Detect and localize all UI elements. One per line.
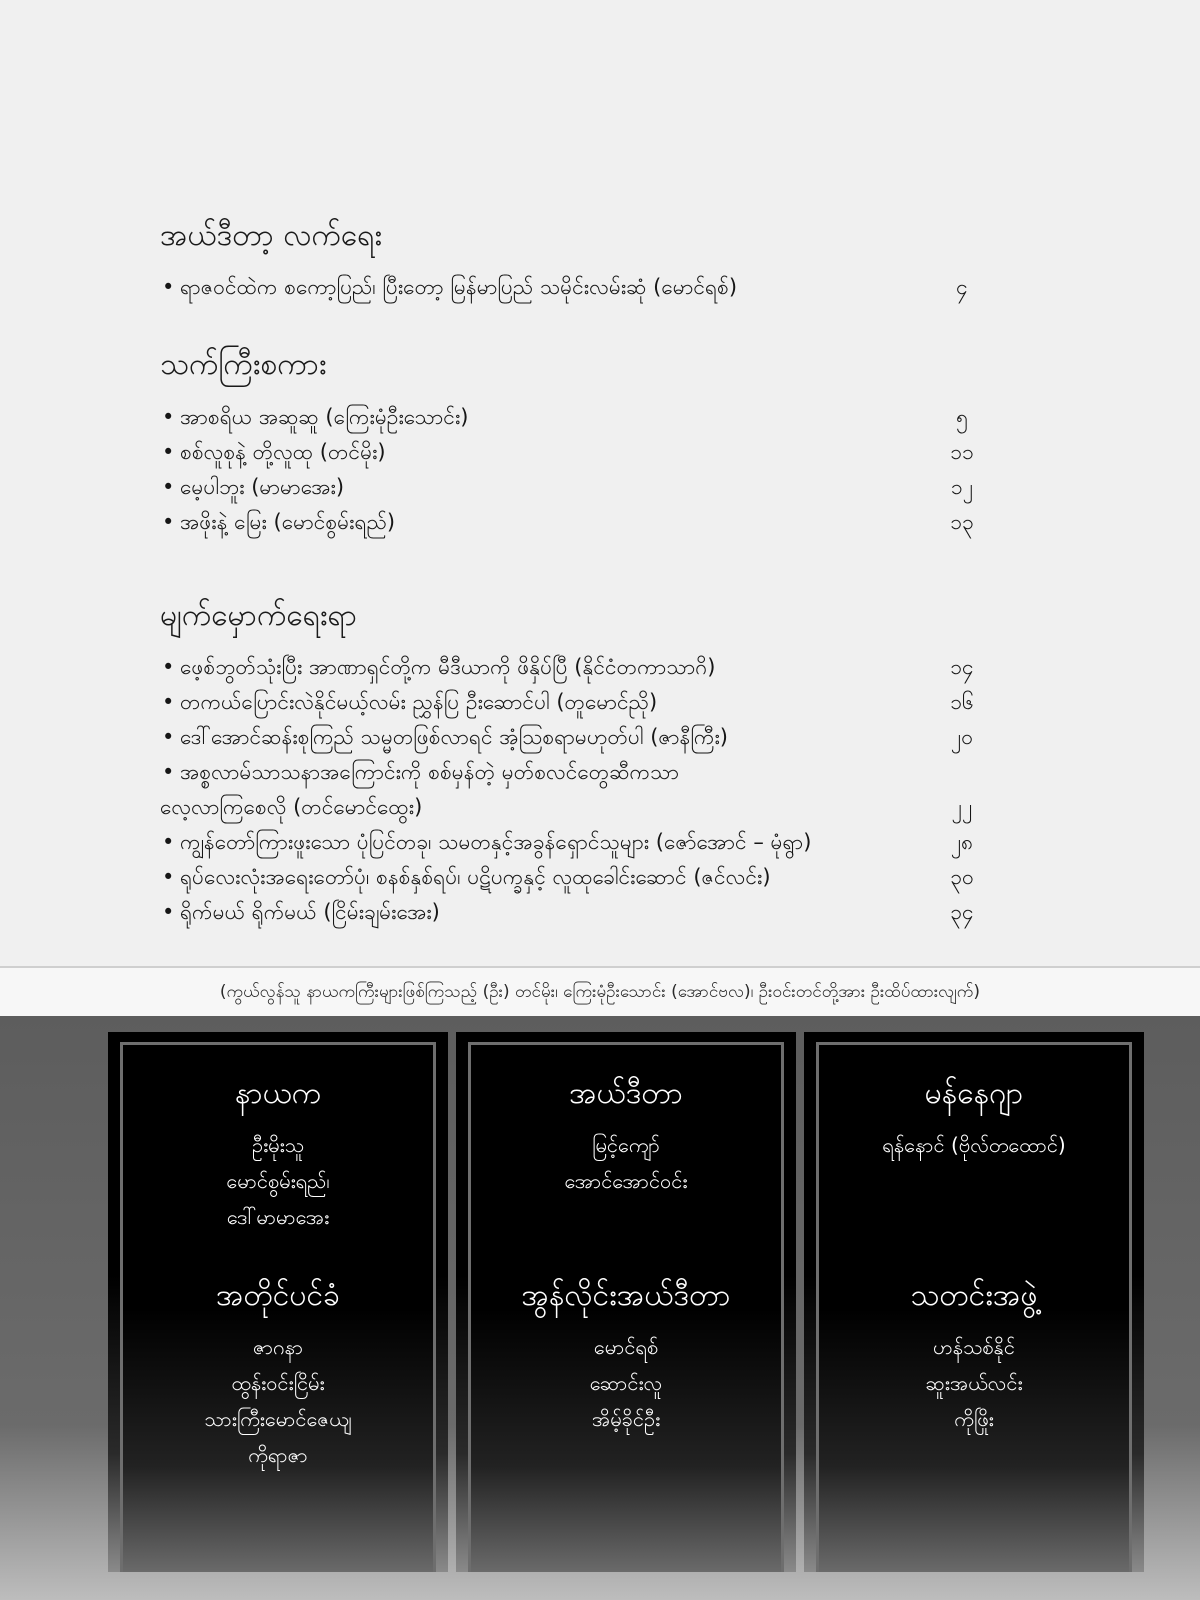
- credit-name: ဇာဂနာ: [252, 1335, 304, 1359]
- credit-name: ဟန်သစ်နိုင်: [933, 1335, 1015, 1359]
- bullet: •: [162, 760, 175, 784]
- toc-item-title: အစ္စလာမ်သာသနာအကြောင်းကို စစ်မှန်တဲ့ မှတ်စလင်တွေဆီကသာ: [180, 760, 679, 784]
- toc-item-title: အာစရိယ အဆူဆူ (ကြေးမုံဦးသောင်း): [180, 405, 469, 429]
- credit-group: [819, 1275, 1129, 1437]
- panel-frame: [816, 1042, 1132, 1572]
- toc-item-page: ၁၃: [950, 510, 974, 534]
- toc-item: [162, 825, 992, 859]
- credits-panel: [108, 1032, 448, 1572]
- toc-item: [162, 895, 992, 929]
- toc-item-title: ဒေါ်အောင်ဆန်းစုကြည် သမ္မတဖြစ်လာရင် အံ့သြစရာမဟုတ်ပါ (ဇာနီကြီး): [180, 725, 728, 749]
- credit-role: မန်နေဂျာ: [924, 1076, 1024, 1111]
- bullet: •: [162, 690, 175, 714]
- toc-item: [162, 720, 992, 754]
- credit-group: [123, 1073, 433, 1235]
- toc-item-title-continued: လေ့လာကြစေလို (တင်မောင်ထွေး): [160, 795, 423, 819]
- credit-name: အိမ့်ခိုင်ဦး: [591, 1407, 661, 1431]
- toc-item: [162, 435, 992, 469]
- toc-item: [162, 755, 992, 789]
- credit-name: မောင်စွမ်းရည်၊: [226, 1169, 330, 1193]
- credit-name: ကိုရာဇာ: [248, 1443, 308, 1467]
- toc-item: [162, 685, 992, 719]
- bullet: •: [162, 405, 175, 429]
- credit-group: [819, 1073, 1129, 1163]
- toc-item: [162, 400, 992, 434]
- credit-name: သားကြီးမောင်ဇေယျ: [204, 1407, 352, 1431]
- bullet: •: [162, 440, 175, 464]
- credit-name: ကိုဖြိုး: [954, 1407, 994, 1431]
- bullet: •: [162, 900, 175, 924]
- toc-item-title: မေ့ပါဘူး (မာမာအေး): [180, 475, 345, 499]
- credits-panel: [456, 1032, 796, 1572]
- credit-name: မောင်ရစ်: [593, 1335, 659, 1359]
- credit-name: ဆူးအယ်လင်း: [925, 1371, 1023, 1395]
- credit-role: အွန်လိုင်းအယ်ဒီတာ: [521, 1278, 731, 1313]
- toc-item-page: ၂၂: [951, 795, 973, 819]
- toc-item-title: ရာဇဝင်ထဲက စကော့ပြည်၊ ပြီးတော့ မြန်မာပြည် သမိုင်းလမ်းဆုံ (မောင်ရစ်): [180, 275, 738, 299]
- credits-area: [0, 1016, 1200, 1600]
- toc-item-page: ၄: [956, 275, 968, 299]
- credit-name: မြင့်ကျော်: [592, 1133, 660, 1157]
- toc-item-page: ၃၀: [950, 865, 974, 889]
- credit-role: အယ်ဒီတာ: [569, 1076, 683, 1111]
- toc-item: [162, 270, 992, 304]
- toc-item: [162, 505, 992, 539]
- credit-name: ဒေါ်မာမာအေး: [226, 1205, 330, 1229]
- toc-item-page: ၁၁: [950, 440, 974, 464]
- dedication-note: (ကွယ်လွန်သူ နာယကကြီးများဖြစ်ကြသည့် (ဦး) တင်မိုး၊ ကြေးမုံဦးသောင်း (အောင်ဗလ)၊ ဦးဝင်းတင်တို့အား ဦးထိပ်ထားလျက်): [0, 966, 1200, 1018]
- toc-item: [162, 860, 992, 894]
- panel-frame: [468, 1042, 784, 1572]
- toc-item-page: ၁၂: [950, 475, 974, 499]
- bullet: •: [162, 865, 175, 889]
- credit-name: ဦးမိုးသူ: [251, 1133, 304, 1157]
- toc-item-continuation: [160, 790, 990, 824]
- credit-name: ဆောင်းလူ: [589, 1371, 663, 1395]
- credit-name: ထွန်းဝင်းငြိမ်း: [231, 1371, 325, 1395]
- bullet: •: [162, 830, 175, 854]
- bullet: •: [162, 475, 175, 499]
- toc-item-page: ၁၄: [950, 655, 974, 679]
- credit-name: အောင်အောင်ဝင်း: [564, 1169, 688, 1193]
- section-heading-current-affairs: မျက်မှောက်ရေးရာ: [160, 598, 358, 633]
- section-heading-editorial: အယ်ဒီတာ့ လက်ရေး: [160, 218, 382, 253]
- toc-item: [162, 650, 992, 684]
- credit-name: ရန်နောင် (ဗိုလ်တထောင်): [882, 1133, 1066, 1157]
- credits-panel: [804, 1032, 1144, 1572]
- toc-item-page: ၅: [956, 405, 968, 429]
- toc-item-page: ၁၆: [950, 690, 974, 714]
- section-heading-elders: သက်ကြီးစကား: [160, 347, 327, 382]
- bullet: •: [162, 510, 175, 534]
- credit-group: [471, 1275, 781, 1437]
- bullet: •: [162, 275, 175, 299]
- toc-item-title: အဖိုးနဲ့ မြေး (မောင်စွမ်းရည်): [180, 510, 396, 534]
- toc-item-title: စစ်လူစုနဲ့ တို့လူထု (တင်မိုး): [180, 440, 386, 464]
- toc-item-page: ၂၀: [950, 725, 974, 749]
- credit-role: အတိုင်ပင်ခံ: [215, 1278, 340, 1313]
- panel-frame: [120, 1042, 436, 1572]
- credit-role: နာယက: [234, 1076, 322, 1111]
- toc-item-title: ကျွန်တော်ကြားဖူးသော ပုံပြင်တခု၊ သမတနှင့်အခွန်ရှောင်သူများ (ဇော်အောင် – မုံရွာ): [180, 830, 812, 854]
- credit-role: သတင်းအဖွဲ့: [910, 1278, 1038, 1313]
- toc-item-page: ၃၄: [950, 900, 974, 924]
- toc-item-title: ရိုက်မယ် ရိုက်မယ် (ငြိမ်းချမ်းအေး): [180, 900, 440, 924]
- toc-item-title: ဖေ့စ်ဘွတ်သုံးပြီး အာဏာရှင်တို့က မီဒီယာကို ဖိနှိပ်ပြီ (နိုင်ငံတကာသာဂိ): [180, 655, 716, 679]
- credit-group: [123, 1275, 433, 1473]
- bullet: •: [162, 655, 175, 679]
- credit-group: [471, 1073, 781, 1199]
- toc-item-title: ရုပ်လေးလုံးအရေးတော်ပုံ၊ စနစ်နှစ်ရပ်၊ ပဋိပက္ခနှင့် လူထုခေါင်းဆောင် (ဇင်လင်း): [180, 865, 771, 889]
- toc-item: [162, 470, 992, 504]
- bullet: •: [162, 725, 175, 749]
- toc-item-title: တကယ်ပြောင်းလဲနိုင်မယ့်လမ်း ညွှန်ပြ ဦးဆောင်ပါ (တူမောင်ညို): [180, 690, 658, 714]
- toc-item-page: ၂၈: [950, 830, 974, 854]
